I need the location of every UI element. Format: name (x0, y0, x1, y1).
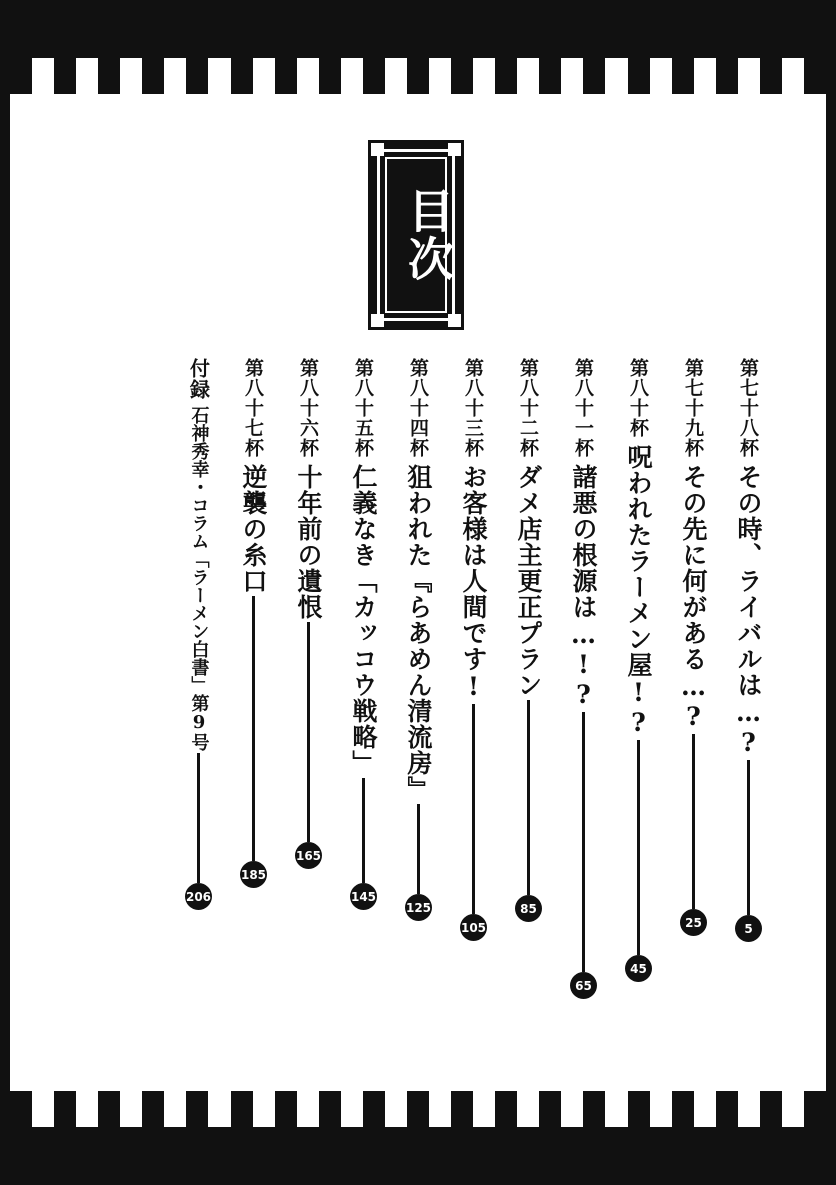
toc-leader-line (472, 704, 475, 914)
toc-entry-title: その先に何がある…? (679, 464, 708, 732)
toc-page-number[interactable]: 145 (350, 883, 377, 910)
toc-page-number[interactable]: 85 (515, 895, 542, 922)
toc-entry-number: 第八十三杯 (462, 358, 484, 458)
film-tooth (54, 58, 76, 94)
toc-entry-text (626, 358, 651, 738)
film-tooth (275, 58, 297, 94)
toc-page-number[interactable]: 185 (240, 861, 267, 888)
toc-entry[interactable] (281, 358, 336, 1098)
film-gap (782, 58, 804, 94)
film-gap (517, 58, 539, 94)
toc-entry-text (406, 358, 431, 802)
film-gap (561, 58, 583, 94)
toc-page-number[interactable]: 25 (680, 909, 707, 936)
film-tooth (10, 1091, 32, 1127)
page-frame-bottom (0, 1127, 836, 1185)
plaque-notch-top-right (448, 143, 461, 156)
toc-entry-number: 第七十九杯 (682, 358, 704, 458)
table-of-contents (60, 358, 776, 1098)
toc-entry[interactable] (556, 358, 611, 1098)
toc-entry-text (681, 358, 706, 732)
toc-entry-number: 第八十四杯 (407, 358, 429, 458)
toc-entry[interactable] (446, 358, 501, 1098)
toc-entry[interactable] (611, 358, 666, 1098)
page-title: 目次 (401, 187, 455, 283)
film-tooth (495, 58, 517, 94)
toc-entry-title: その時、ライバルは…? (734, 464, 763, 758)
toc-entry-title: 石神秀幸・コラム「ラーメン白書」第9号 (188, 406, 210, 751)
film-tooth (672, 58, 694, 94)
film-gap (76, 58, 98, 94)
film-tooth (363, 58, 385, 94)
toc-entry-text (351, 358, 376, 776)
toc-heading-plaque (368, 140, 464, 330)
film-gap (253, 58, 275, 94)
film-gap (385, 58, 407, 94)
film-tooth (319, 58, 341, 94)
plaque-notch-bottom-left (371, 314, 384, 327)
toc-entry-title: お客様は人間です! (459, 464, 488, 702)
toc-entry[interactable] (391, 358, 446, 1098)
film-gap (208, 58, 230, 94)
film-tooth (186, 58, 208, 94)
toc-leader-line (582, 712, 585, 972)
toc-entry-text (736, 358, 761, 758)
film-gap (738, 58, 760, 94)
film-tooth (804, 58, 826, 94)
plaque-notch-top-left (371, 143, 384, 156)
page-frame-top (0, 0, 836, 58)
film-gap (694, 58, 716, 94)
film-tooth (407, 58, 429, 94)
toc-leader-line (417, 804, 420, 894)
toc-entry-number: 第八十七杯 (242, 358, 264, 458)
toc-entry[interactable] (226, 358, 281, 1098)
film-gap (164, 58, 186, 94)
toc-entry-text (571, 358, 596, 710)
toc-leader-line (692, 734, 695, 909)
toc-entry-number: 第八十二杯 (517, 358, 539, 458)
toc-entry-text (461, 358, 486, 702)
toc-entry-number: 第七十八杯 (737, 358, 759, 458)
film-tooth (583, 58, 605, 94)
toc-entry-text (241, 358, 266, 594)
toc-leader-line (197, 753, 200, 883)
film-strip-top (10, 58, 826, 94)
toc-entry[interactable] (171, 358, 226, 1098)
page-frame-right (826, 0, 836, 1185)
toc-page-number[interactable]: 165 (295, 842, 322, 869)
toc-page-number[interactable]: 206 (185, 883, 212, 910)
film-tooth (451, 58, 473, 94)
toc-entry[interactable] (666, 358, 721, 1098)
toc-leader-line (527, 700, 530, 895)
film-gap (473, 58, 495, 94)
toc-page-number[interactable]: 125 (405, 894, 432, 921)
film-gap (341, 58, 363, 94)
film-tooth (804, 1091, 826, 1127)
toc-entry[interactable] (721, 358, 776, 1098)
toc-page-number[interactable]: 65 (570, 972, 597, 999)
toc-entry[interactable] (501, 358, 556, 1098)
film-tooth (539, 58, 561, 94)
toc-entry-title: 諸悪の根源は…!? (569, 464, 598, 710)
film-tooth (628, 58, 650, 94)
toc-entry[interactable] (336, 358, 391, 1098)
toc-entry-number: 第八十六杯 (297, 358, 319, 458)
film-gap (605, 58, 627, 94)
toc-entry-text (296, 358, 321, 620)
film-gap (782, 1091, 804, 1127)
toc-leader-line (637, 740, 640, 955)
toc-leader-line (747, 760, 750, 915)
film-tooth (98, 58, 120, 94)
toc-entry-number: 付録 (186, 358, 211, 400)
toc-leader-line (362, 778, 365, 883)
plaque-notch-bottom-right (448, 314, 461, 327)
film-tooth (716, 58, 738, 94)
toc-page-number[interactable]: 5 (735, 915, 762, 942)
toc-page-number[interactable]: 105 (460, 914, 487, 941)
film-gap (32, 1091, 54, 1127)
toc-page-number[interactable]: 45 (625, 955, 652, 982)
film-gap (32, 58, 54, 94)
toc-leader-line (307, 622, 310, 842)
toc-leader-line (252, 596, 255, 861)
toc-entry-number: 第八十一杯 (572, 358, 594, 458)
film-tooth (231, 58, 253, 94)
toc-entry-title: 仁義なき「カッコウ戦略」 (349, 464, 378, 776)
toc-entry-text (186, 358, 211, 751)
toc-entry-number: 第八十五杯 (352, 358, 374, 458)
toc-entry-title: 十年前の遺恨 (294, 464, 323, 620)
film-gap (120, 58, 142, 94)
film-gap (650, 58, 672, 94)
toc-entry-title: 狙われた『らあめん清流房』 (404, 464, 433, 802)
film-gap (297, 58, 319, 94)
toc-entry-title: ダメ店主更正プラン (514, 464, 543, 698)
film-gap (429, 58, 451, 94)
film-tooth (10, 58, 32, 94)
toc-entry-title: 呪われたラーメン屋!? (624, 444, 653, 738)
toc-entry-title: 逆襲の糸口 (239, 464, 268, 594)
toc-entry-text (516, 358, 541, 698)
film-tooth (142, 58, 164, 94)
plaque-border (377, 149, 455, 321)
film-tooth (760, 58, 782, 94)
page-frame-left (0, 0, 10, 1185)
toc-entry-number: 第八十杯 (627, 358, 649, 438)
